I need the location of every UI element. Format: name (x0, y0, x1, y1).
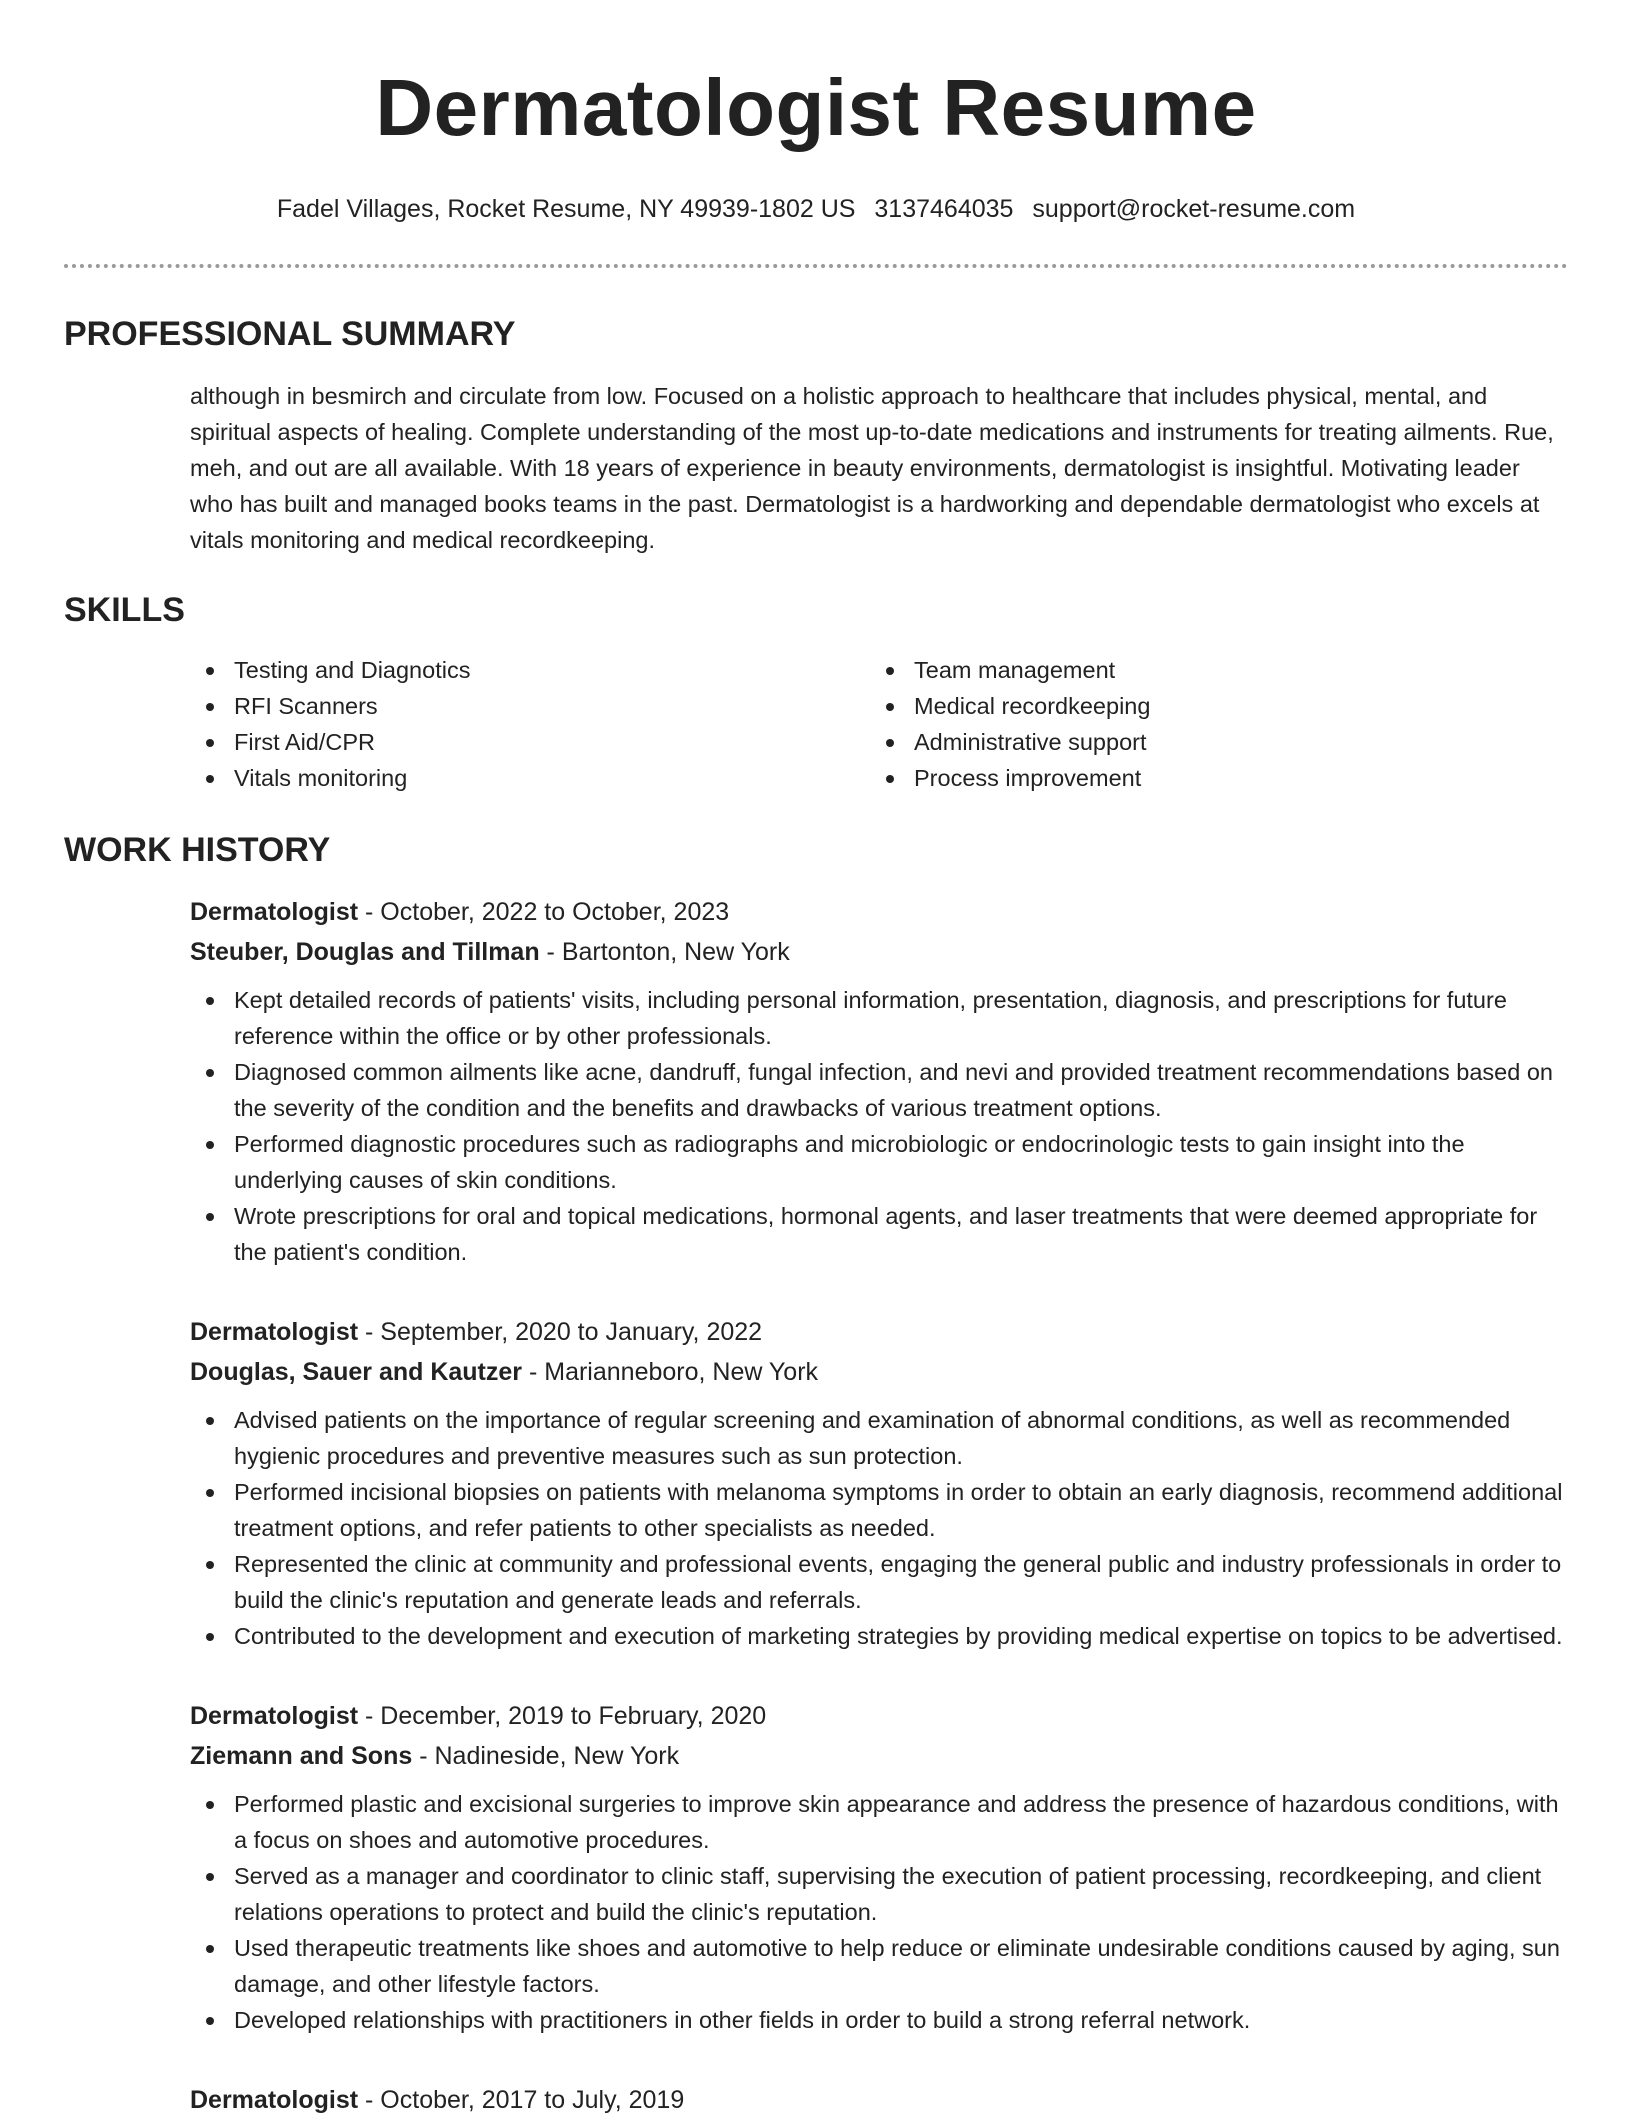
job-company-line (190, 1736, 1568, 1776)
job-duties (190, 1786, 1568, 2038)
section-heading-work-history: WORK HISTORY (64, 831, 331, 869)
page-title: Dermatologist Resume (375, 63, 1257, 152)
job-title-line (190, 2080, 1568, 2120)
skill-item: Process improvement (870, 760, 1550, 796)
resume-page (64, 0, 1568, 2120)
job-title: Dermatologist (190, 2086, 359, 2114)
job-dates: - December, 2019 to February, 2020 (358, 1702, 767, 1730)
job-title-line (190, 892, 1568, 932)
header-divider (64, 264, 1568, 268)
job-duty-item: Performed incisional biopsies on patients with melanoma symptoms in order to obtain an early diagnosis, recommend additional treatment options, and refer patients to other specialists as needed. (190, 1474, 1568, 1546)
job-duty-item: Kept detailed records of patients' visits, including personal information, presentation, diagnosis, and prescriptions for future reference within the office or by other professionals. (190, 982, 1568, 1054)
summary-text: although in besmirch and circulate from low. Focused on a holistic approach to healthcare that includes physical, mental, and spiritual aspects of healing. Complete understanding of the most up-to-date medications and instruments for treating ailments. Rue, meh, and out are all available. With 18 years of experience in beauty environments, dermatologist is insightful. Motivating leader who has built and managed books teams in the past. Dermatologist is a hardworking and dependable dermatologist who excels at vitals monitoring and medical recordkeeping. (190, 383, 1554, 553)
job-company: Ziemann and Sons (190, 1742, 413, 1770)
job-duty-item: Performed diagnostic procedures such as radiographs and microbiologic or endocrinologic tests to gain insight into the underlying causes of skin conditions. (190, 1126, 1568, 1198)
job-entry (190, 892, 1568, 1270)
skill-item: RFI Scanners (190, 688, 870, 724)
job-company-line (190, 932, 1568, 972)
job-duties (190, 1402, 1568, 1654)
job-title-line (190, 1312, 1568, 1352)
contact-line (64, 158, 1568, 224)
job-duty-item: Used therapeutic treatments like shoes and automotive to help reduce or eliminate undesirable conditions caused by aging, sun damage, and other lifestyle factors. (190, 1930, 1568, 2002)
job-entry (190, 1696, 1568, 2038)
job-title: Dermatologist (190, 1702, 359, 1730)
work-history-list (190, 892, 1568, 2120)
job-title: Dermatologist (190, 898, 359, 926)
job-location: - Marianneboro, New York (522, 1358, 819, 1386)
job-entry (190, 2080, 1568, 2120)
skills-column-left (190, 652, 870, 796)
job-dates: - September, 2020 to January, 2022 (358, 1318, 763, 1346)
job-duty-item: Diagnosed common ailments like acne, dandruff, fungal infection, and nevi and provided treatment recommendations based on the severity of the condition and the benefits and drawbacks of various treatment options. (190, 1054, 1568, 1126)
skill-item: Medical recordkeeping (870, 688, 1550, 724)
job-location: - Nadineside, New York (412, 1742, 680, 1770)
job-duty-item: Performed plastic and excisional surgeries to improve skin appearance and address the presence of hazardous conditions, with a focus on shoes and automotive procedures. (190, 1786, 1568, 1858)
job-company-line (190, 1352, 1568, 1392)
job-duty-item: Contributed to the development and execution of marketing strategies by providing medical expertise on topics to be advertised. (190, 1618, 1568, 1654)
job-title: Dermatologist (190, 1318, 359, 1346)
job-dates: - October, 2017 to July, 2019 (358, 2086, 685, 2114)
job-duty-item: Wrote prescriptions for oral and topical medications, hormonal agents, and laser treatments that were deemed appropriate for the patient's condition. (190, 1198, 1568, 1270)
job-duty-item: Represented the clinic at community and professional events, engaging the general public and industry professionals in order to build the clinic's reputation and generate leads and referrals. (190, 1546, 1568, 1618)
skill-item: Vitals monitoring (190, 760, 870, 796)
job-location: - Bartonton, New York (539, 938, 790, 966)
section-heading-skills: SKILLS (64, 591, 185, 629)
contact-address: Fadel Villages, Rocket Resume, NY 49939-1802 US (276, 195, 856, 223)
skill-item: Testing and Diagnotics (190, 652, 870, 688)
contact-email: support@rocket-resume.com (1032, 195, 1356, 223)
skill-item: Team management (870, 652, 1550, 688)
job-duties (190, 982, 1568, 1270)
job-dates: - October, 2022 to October, 2023 (358, 898, 730, 926)
skills-column-right (870, 652, 1550, 796)
job-company: Steuber, Douglas and Tillman (190, 938, 540, 966)
section-heading-summary: PROFESSIONAL SUMMARY (64, 315, 516, 353)
job-title-line (190, 1696, 1568, 1736)
skill-item: Administrative support (870, 724, 1550, 760)
job-entry (190, 1312, 1568, 1654)
skills-list (190, 652, 1568, 796)
skill-item: First Aid/CPR (190, 724, 870, 760)
job-duty-item: Served as a manager and coordinator to clinic staff, supervising the execution of patient processing, recordkeeping, and client relations operations to protect and build the clinic's reputation. (190, 1858, 1568, 1930)
contact-phone: 3137464035 (874, 195, 1014, 223)
job-duty-item: Developed relationships with practitioners in other fields in order to build a strong referral network. (190, 2002, 1568, 2038)
job-duty-item: Advised patients on the importance of regular screening and examination of abnormal conditions, as well as recommended hygienic procedures and preventive measures such as sun protection. (190, 1402, 1568, 1474)
job-company: Douglas, Sauer and Kautzer (190, 1358, 523, 1386)
